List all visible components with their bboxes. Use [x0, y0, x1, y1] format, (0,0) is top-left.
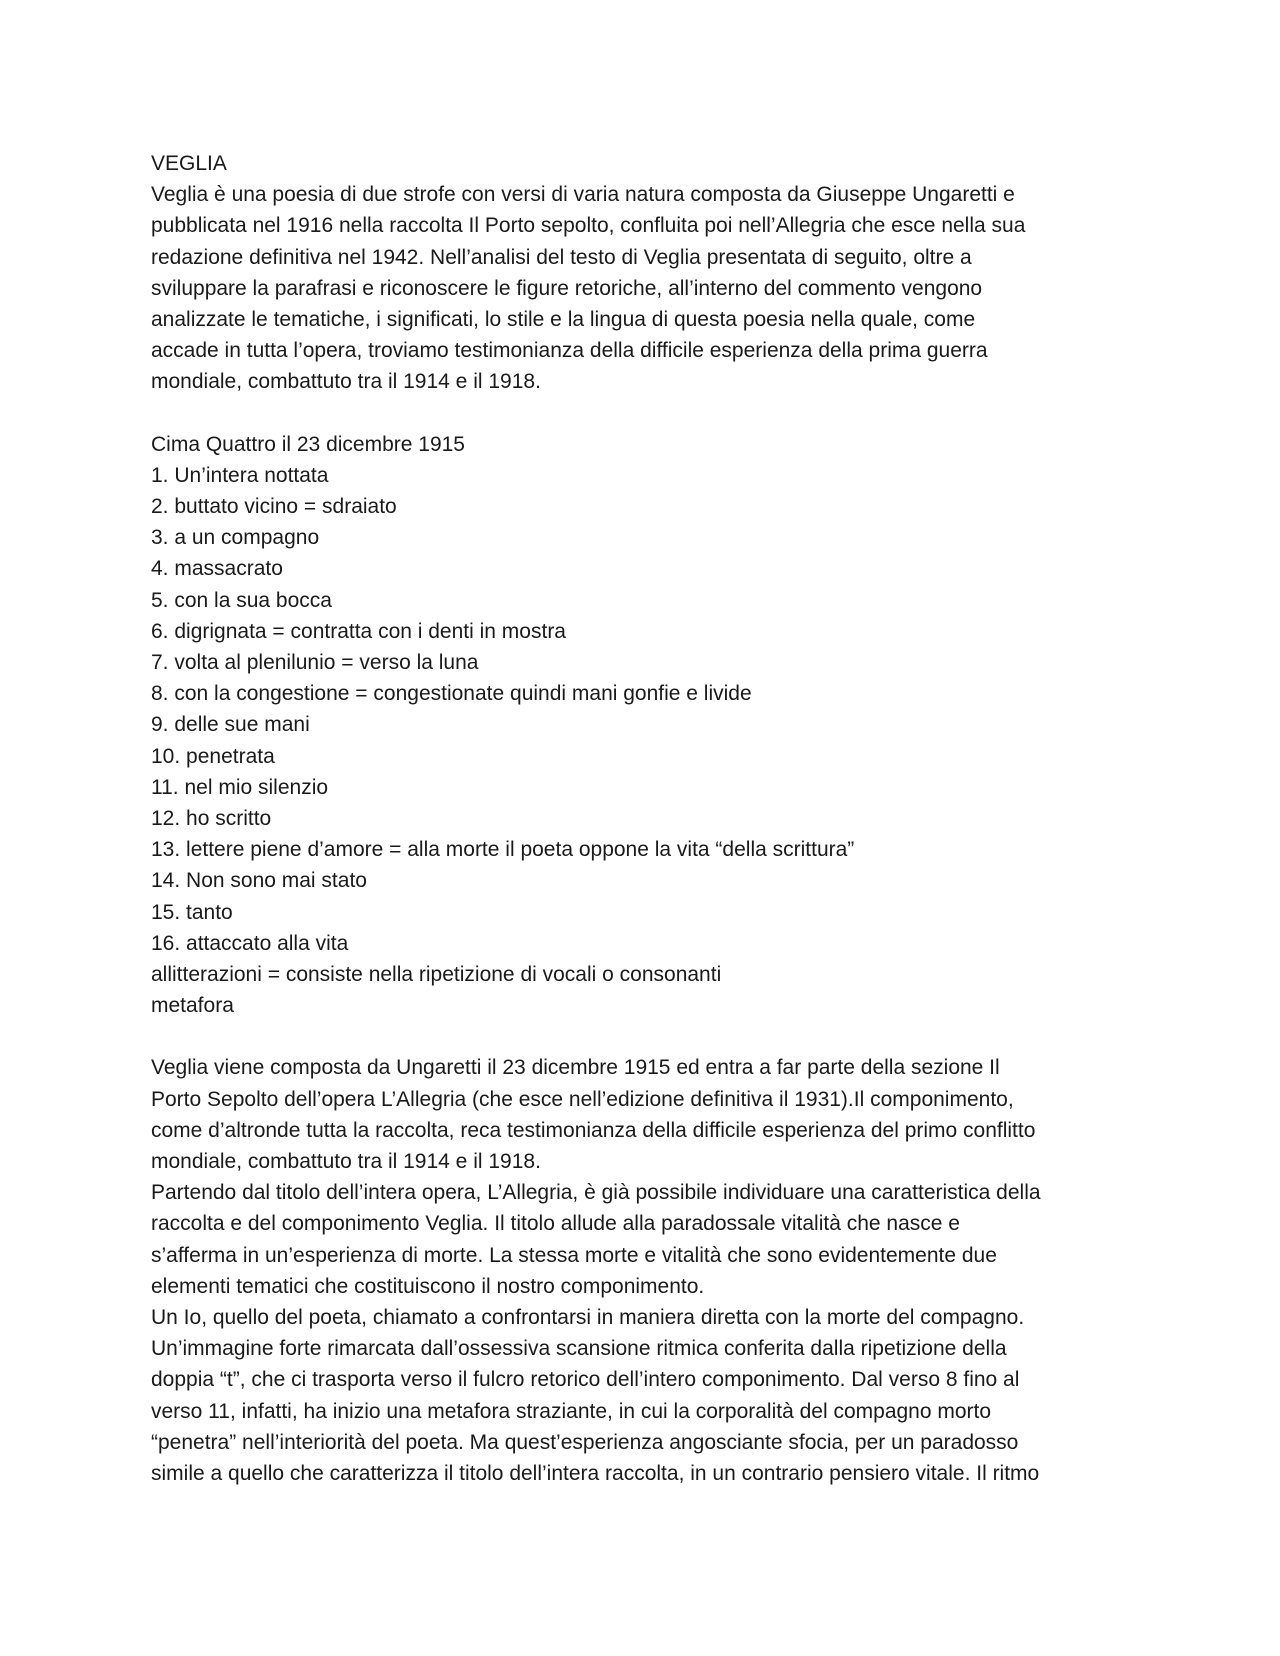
- poem-verse: 8. con la congestione = congestionate quindi mani gonfie e livide: [151, 682, 752, 706]
- poem-verse: 2. buttato vicino = sdraiato: [151, 495, 397, 519]
- poem-verse: 11. nel mio silenzio: [151, 775, 329, 799]
- document-title: VEGLIA: [151, 152, 227, 175]
- poem-verse: 13. lettere piene d’amore = alla morte il poeta oppone la vita “della scrittura”: [151, 838, 855, 862]
- text-line: mondiale, combattuto tra il 1914 e il 1918.: [151, 370, 541, 394]
- poem-section: [151, 429, 1161, 1022]
- poem-verse: 14. Non sono mai stato: [151, 869, 367, 893]
- text-line: come d’altronde tutta la raccolta, reca testimonianza della difficile esperienza del primo conflitto: [151, 1118, 1036, 1142]
- intro-paragraph: [151, 179, 1161, 397]
- text-line: mondiale, combattuto tra il 1914 e il 1918.: [151, 1150, 541, 1173]
- poem-verse: 5. con la sua bocca: [151, 588, 332, 612]
- poem-verse: 10. penetrata: [151, 744, 275, 768]
- text-line: sviluppare la parafrasi e riconoscere le figure retoriche, all’interno del commento vengono: [151, 276, 983, 300]
- text-line: accade in tutta l’opera, troviamo testimonianza della difficile esperienza della prima guerra: [151, 339, 988, 363]
- poem-verse: 3. a un compagno: [151, 526, 320, 550]
- commentary-section: [151, 1052, 1161, 1489]
- poem-heading: Cima Quattro il 23 dicembre 1915: [151, 432, 465, 456]
- poem-verse: 7. volta al plenilunio = verso la luna: [151, 651, 479, 674]
- text-line: redazione definitiva nel 1942. Nell’analisi del testo di Veglia presentata di seguito, oltre a: [151, 245, 972, 269]
- text-line: s’afferma in un’esperienza di morte. La stessa morte e vitalità che sono evidentemente due: [151, 1243, 997, 1267]
- poem-verse: 12. ho scritto: [151, 806, 272, 830]
- poem-verse: 4. massacrato: [151, 557, 283, 581]
- text-line: Porto Sepolto dell’opera L’Allegria (che esce nell’edizione definitiva il 1931).Il componimento,: [151, 1087, 1014, 1111]
- text-line: Partendo dal titolo dell’intera opera, L’Allegria, è già possibile individuare una caratteristica della: [151, 1181, 1041, 1205]
- text-line: “penetra” nell’interiorità del poeta. Ma quest’esperienza angosciante sfocia, per un paradosso: [151, 1430, 1019, 1454]
- document-page: [151, 148, 1161, 1489]
- text-line: Un Io, quello del poeta, chiamato a confrontarsi in maniera diretta con la morte del compagno.: [151, 1305, 1025, 1329]
- text-line: doppia “t”, che ci trasporta verso il fulcro retorico dell’intero componimento. Dal verso 8 fino al: [151, 1368, 1020, 1392]
- poem-note: metafora: [151, 994, 234, 1018]
- poem-verse: 1. Un’intera nottata: [151, 463, 329, 487]
- text-line: simile a quello che caratterizza il titolo dell’intera raccolta, in un contrario pensiero vitale. Il ritmo: [151, 1461, 1040, 1485]
- text-line: raccolta e del componimento Veglia. Il titolo allude alla paradossale vitalità che nasce e: [151, 1212, 960, 1236]
- text-line: elementi tematici che costituiscono il nostro componimento.: [151, 1274, 705, 1298]
- text-line: Un’immagine forte rimarcata dall’ossessiva scansione ritmica conferita dalla ripetizione della: [151, 1337, 1007, 1361]
- text-line: pubblicata nel 1916 nella raccolta Il Porto sepolto, confluita poi nell’Allegria che esce nella sua: [151, 214, 1026, 238]
- blank-line: [151, 1021, 1161, 1052]
- poem-note: allitterazioni = consiste nella ripetizione di vocali o consonanti: [151, 962, 722, 986]
- text-line: verso 11, infatti, ha inizio una metafora straziante, in cui la corporalità del compagno morto: [151, 1399, 992, 1423]
- text-line: analizzate le tematiche, i significati, lo stile e la lingua di questa poesia nella quale, come: [151, 307, 976, 331]
- text-line: Veglia viene composta da Ungaretti il 23 dicembre 1915 ed entra a far parte della sezione Il: [151, 1056, 1000, 1080]
- poem-verse: 16. attaccato alla vita: [151, 931, 349, 955]
- poem-verse: 6. digrignata = contratta con i denti in mostra: [151, 619, 566, 643]
- blank-line: [151, 398, 1161, 429]
- poem-verse: 9. delle sue mani: [151, 713, 310, 737]
- text-line: Veglia è una poesia di due strofe con versi di varia natura composta da Giuseppe Ungaretti e: [151, 183, 1015, 207]
- poem-verse: 15. tanto: [151, 900, 233, 924]
